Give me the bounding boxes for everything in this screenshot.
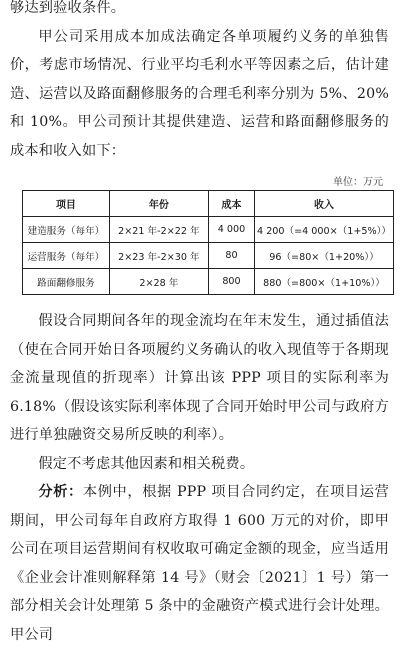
cell-year: 2×21 年-2×22 年	[109, 217, 208, 243]
cell-item: 建造服务（每年）	[23, 217, 110, 243]
table-row	[23, 243, 394, 269]
cell-item: 运营服务（每年）	[23, 243, 110, 269]
cell-revenue: 4 200（=4 000×（1+5%））	[255, 217, 394, 243]
paragraph-interest-rate: 假设合同期间各年的现金流均在年末发生，通过插值法（使在合同开始日各项履约义务确认的收入现值等于各期现金流量现值的折现率）计算出该 PPP 项目的实际利率为 6.18%（假设该实际利率体现了合同开始时甲公司与政府方进行单独融资交易所反映的利率）。	[10, 313, 389, 443]
analysis-label: 分析：	[38, 484, 83, 500]
header-revenue: 收入	[255, 191, 394, 217]
cell-year: 2×23 年-2×30 年	[109, 243, 208, 269]
analysis-text: 本例中，根据 PPP 项目合同约定，在项目运营期间，甲公司每年自政府方取得 1 600 万元的对价，即甲公司在项目运营期间有权收取可确定金额的现金，应当适用《企业会计准则解释第 14 号》（财会〔2021〕1 号）第一部分相关会计处理第 5 条中的金融资产模式进行会计处理。甲公司	[10, 484, 389, 643]
cell-revenue: 880（=800×（1+10%））	[255, 269, 394, 295]
table-row	[23, 217, 394, 243]
cell-item: 路面翻修服务	[23, 269, 110, 295]
table-row	[23, 269, 394, 295]
paragraph-analysis	[10, 478, 389, 649]
cell-revenue: 96（=80×（1+20%））	[255, 243, 394, 269]
paragraph-continuation: 够达到验收条件。	[10, 0, 126, 16]
table-header-row	[23, 191, 394, 217]
cell-cost: 800	[208, 269, 254, 295]
cell-cost: 80	[208, 243, 254, 269]
header-item: 项目	[23, 191, 110, 217]
table-unit-label: 单位：万元	[333, 177, 383, 188]
header-cost: 成本	[208, 191, 254, 217]
cost-revenue-table	[22, 190, 394, 295]
header-year: 年份	[109, 191, 208, 217]
cell-cost: 4 000	[208, 217, 254, 243]
cell-year: 2×28 年	[109, 269, 208, 295]
paragraph-assumption: 假定不考虑其他因素和相关税费。	[38, 455, 255, 472]
paragraph-pricing-method: 甲公司采用成本加成法确定各单项履约义务的单独售价，考虑市场情况、行业平均毛利水平等因素之后，估计建造、运营以及路面翻修服务的合理毛利率分别为 5%、20% 和 10%。甲公司预计其提供建造、运营和路面翻修服务的成本和收入如下：	[10, 28, 389, 159]
